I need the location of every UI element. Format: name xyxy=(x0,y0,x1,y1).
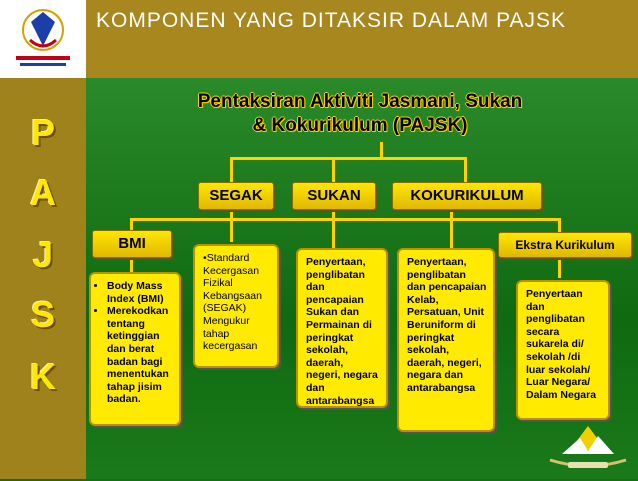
connector-segak xyxy=(230,157,233,183)
category-kokurikulum: KOKURIKULUM xyxy=(392,182,542,210)
diagram-subtitle xyxy=(100,90,620,138)
card-segak xyxy=(193,244,279,368)
side-letter-p: P xyxy=(30,112,55,153)
category-segak: SEGAK xyxy=(198,182,274,210)
connector-sukan-card xyxy=(332,212,335,248)
card-segak-item-1: •Standard Kecergasan Fizikal Kebangsaan (SEGAK) Mengukur tahap kecergasan xyxy=(203,252,262,353)
side-letter-j: J xyxy=(32,234,54,275)
connector-kokurikulum xyxy=(464,157,467,183)
category-ekstra-kurikulum: Ekstra Kurikulum xyxy=(498,232,632,258)
card-sukan: Penyertaan, penglibatan dan pencapaian Sukan dan Permainan di peringkat sekolah, daerah, negeri, negara dan antarabangsa xyxy=(296,248,388,408)
card-bmi-item-1: • Body Mass Index (BMI) xyxy=(107,280,173,305)
connector-kokurikulum-card xyxy=(450,212,453,248)
card-ekstra-kurikulum: Penyertaan dan penglibatan secara sukarela di/ sekolah /di luar sekolah/ Luar Negara/ Dalam Negara xyxy=(516,280,610,420)
connector-segak-card xyxy=(230,212,233,242)
connector-root xyxy=(380,142,383,158)
side-letter-s: S xyxy=(30,294,55,335)
connector-ekstra xyxy=(558,218,561,232)
connector-top-bar xyxy=(230,157,466,160)
category-bmi: BMI xyxy=(92,230,172,258)
malaysia-logo xyxy=(540,412,636,476)
card-bmi xyxy=(89,272,181,426)
side-letter-k: K xyxy=(30,356,56,397)
subtitle-line-2: & Kokurikulum (PAJSK) xyxy=(252,115,468,136)
category-sukan: SUKAN xyxy=(292,182,376,210)
ministry-logo xyxy=(0,0,86,78)
side-letter-a: A xyxy=(30,172,56,213)
card-bmi-item-2: • Merekodkan tentang ketinggian dan berat badan bagi menentukan tahap jisim badan. xyxy=(107,305,173,406)
connector-bmi-card xyxy=(130,258,133,272)
connector-sukan xyxy=(332,157,335,183)
card-kokurikulum: Penyertaan, penglibatan dan pencapaian Kelab, Persatuan, Unit Beruniform di peringkat sekolah, daerah, negeri, negara dan antarabangsa xyxy=(397,248,495,432)
page-title: KOMPONEN YANG DITAKSIR DALAM PAJSK xyxy=(96,9,567,32)
subtitle-line-1: Pentaksiran Aktiviti Jasmani, Sukan xyxy=(197,91,523,112)
connector-ekstra-card xyxy=(558,258,561,278)
card-segak-text: Standard Kecergasan Fizikal Kebangsaan (SEGAK) Mengukur tahap kecergasan xyxy=(203,252,262,353)
connector-mid-bar xyxy=(130,218,560,221)
